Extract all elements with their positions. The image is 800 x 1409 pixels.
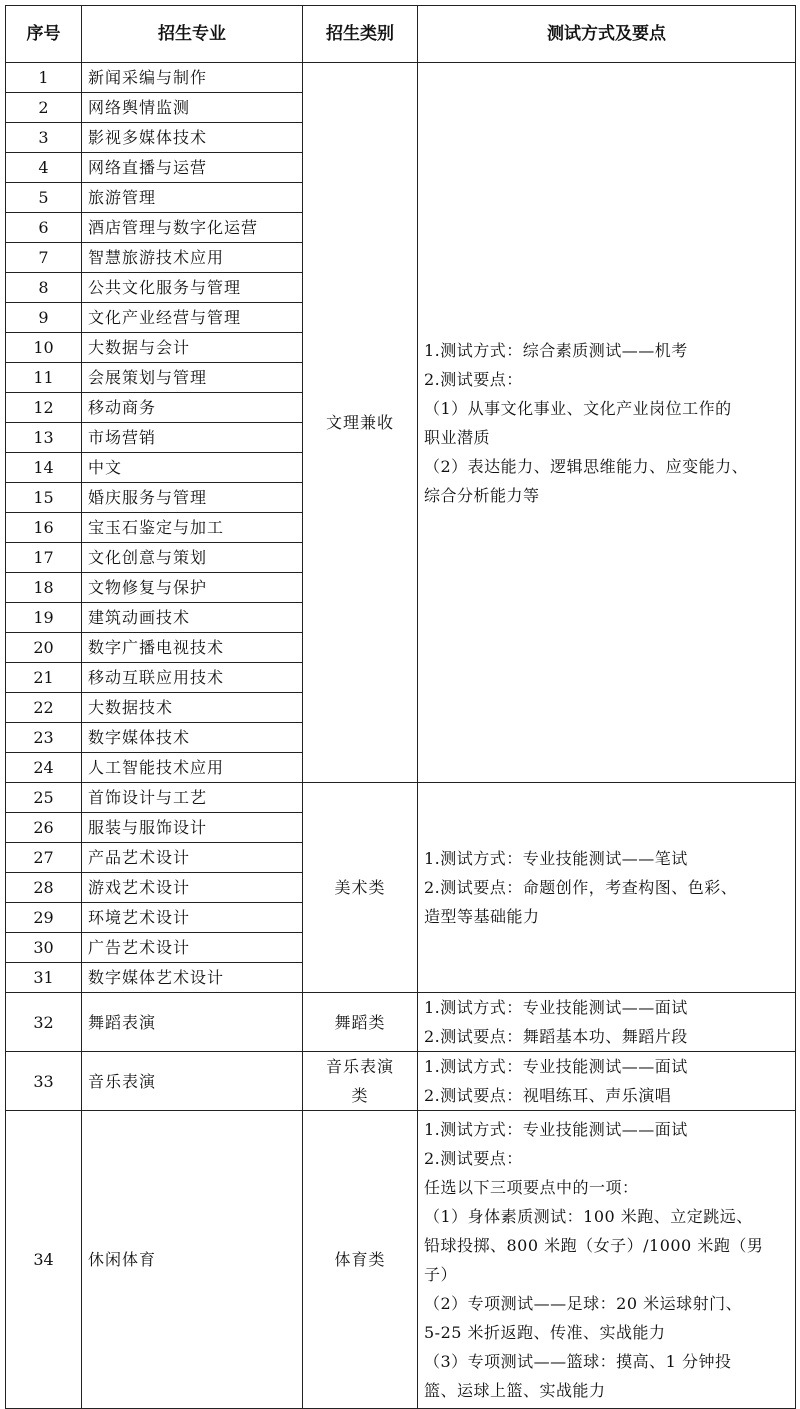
method-line: 任选以下三项要点中的一项： xyxy=(424,1177,639,1197)
table-row xyxy=(6,63,796,93)
major-name: 首饰设计与工艺 xyxy=(82,783,303,813)
method-line: 综合分析能力等 xyxy=(424,485,540,505)
header-category: 招生类别 xyxy=(303,6,418,63)
major-name: 产品艺术设计 xyxy=(82,843,303,873)
major-name: 游戏艺术设计 xyxy=(82,873,303,903)
table-row xyxy=(6,1052,796,1111)
major-name: 文化创意与策划 xyxy=(82,543,303,573)
row-number: 18 xyxy=(6,573,82,603)
major-name: 中文 xyxy=(82,453,303,483)
method-line: （1）从事文化事业、文化产业岗位工作的 xyxy=(424,398,732,418)
row-number: 27 xyxy=(6,843,82,873)
method-line: 铅球投掷、800 米跑（女子）/1000 米跑（男 xyxy=(424,1235,764,1255)
major-name: 旅游管理 xyxy=(82,183,303,213)
major-name: 服装与服饰设计 xyxy=(82,813,303,843)
table-row xyxy=(6,783,796,813)
major-name: 公共文化服务与管理 xyxy=(82,273,303,303)
row-number: 22 xyxy=(6,693,82,723)
header-method: 测试方式及要点 xyxy=(418,6,796,63)
major-name: 移动商务 xyxy=(82,393,303,423)
major-name: 影视多媒体技术 xyxy=(82,123,303,153)
category-cell: 体育类 xyxy=(303,1111,418,1409)
row-number: 25 xyxy=(6,783,82,813)
row-number: 14 xyxy=(6,453,82,483)
major-name: 大数据技术 xyxy=(82,693,303,723)
major-name: 市场营销 xyxy=(82,423,303,453)
row-number: 15 xyxy=(6,483,82,513)
row-number: 30 xyxy=(6,933,82,963)
method-line: 1.测试方式：专业技能测试——面试 xyxy=(424,1057,688,1076)
major-name: 数字媒体艺术设计 xyxy=(82,963,303,993)
row-number: 10 xyxy=(6,333,82,363)
method-line: 2.测试要点：命题创作，考查构图、色彩、 xyxy=(424,878,738,897)
major-name: 新闻采编与制作 xyxy=(82,63,303,93)
major-name: 舞蹈表演 xyxy=(82,993,303,1052)
major-name: 广告艺术设计 xyxy=(82,933,303,963)
method-line: 1.测试方式：专业技能测试——笔试 xyxy=(424,849,688,868)
category-cell: 舞蹈类 xyxy=(303,993,418,1052)
method-line: 2.测试要点：舞蹈基本功、舞蹈片段 xyxy=(424,1027,688,1046)
method-line: 2.测试要点：视唱练耳、声乐演唱 xyxy=(424,1086,672,1105)
row-number: 28 xyxy=(6,873,82,903)
header-no: 序号 xyxy=(6,6,82,63)
major-name: 音乐表演 xyxy=(82,1052,303,1111)
method-line: 造型等基础能力 xyxy=(424,907,540,926)
row-number: 34 xyxy=(6,1111,82,1409)
row-number: 9 xyxy=(6,303,82,333)
row-number: 7 xyxy=(6,243,82,273)
major-name: 人工智能技术应用 xyxy=(82,753,303,783)
method-cell xyxy=(418,1111,796,1409)
method-line: 职业潜质 xyxy=(424,427,491,447)
method-line: （3）专项测试——篮球：摸高、1 分钟投 xyxy=(424,1351,732,1371)
row-number: 5 xyxy=(6,183,82,213)
category-cell: 美术类 xyxy=(303,783,418,993)
row-number: 3 xyxy=(6,123,82,153)
major-name: 数字广播电视技术 xyxy=(82,633,303,663)
method-line: （2）表达能力、逻辑思维能力、应变能力、 xyxy=(424,456,749,476)
major-name: 文化产业经营与管理 xyxy=(82,303,303,333)
method-line: 子） xyxy=(424,1264,458,1284)
method-line: 1.测试方式：专业技能测试——面试 xyxy=(424,998,688,1017)
method-line: （1）身体素质测试：100 米跑、立定跳远、 xyxy=(424,1206,753,1226)
category-cell: 文理兼收 xyxy=(303,63,418,783)
row-number: 17 xyxy=(6,543,82,573)
header-row xyxy=(6,6,796,63)
major-name: 休闲体育 xyxy=(82,1111,303,1409)
row-number: 26 xyxy=(6,813,82,843)
row-number: 29 xyxy=(6,903,82,933)
row-number: 33 xyxy=(6,1052,82,1111)
major-name: 建筑动画技术 xyxy=(82,603,303,633)
major-name: 酒店管理与数字化运营 xyxy=(82,213,303,243)
major-name: 大数据与会计 xyxy=(82,333,303,363)
row-number: 24 xyxy=(6,753,82,783)
method-cell xyxy=(418,783,796,993)
row-number: 32 xyxy=(6,993,82,1052)
row-number: 23 xyxy=(6,723,82,753)
major-name: 数字媒体技术 xyxy=(82,723,303,753)
category-cell xyxy=(303,1052,418,1111)
method-cell xyxy=(418,1052,796,1111)
method-line: 篮、运球上篮、实战能力 xyxy=(424,1380,606,1400)
row-number: 31 xyxy=(6,963,82,993)
row-number: 4 xyxy=(6,153,82,183)
row-number: 21 xyxy=(6,663,82,693)
method-line: 5-25 米折返跑、传准、实战能力 xyxy=(424,1322,666,1342)
table-body xyxy=(6,63,796,1409)
major-name: 宝玉石鉴定与加工 xyxy=(82,513,303,543)
table-row xyxy=(6,1111,796,1409)
admissions-table xyxy=(5,5,796,1409)
method-line: （2）专项测试——足球：20 米运球射门、 xyxy=(424,1293,743,1313)
row-number: 20 xyxy=(6,633,82,663)
method-line: 2.测试要点： xyxy=(424,1148,523,1168)
method-line: 1.测试方式：专业技能测试——面试 xyxy=(424,1119,688,1139)
major-name: 文物修复与保护 xyxy=(82,573,303,603)
method-line: 2.测试要点： xyxy=(424,369,523,389)
row-number: 11 xyxy=(6,363,82,393)
method-line: 1.测试方式：综合素质测试——机考 xyxy=(424,340,688,360)
row-number: 2 xyxy=(6,93,82,123)
row-number: 12 xyxy=(6,393,82,423)
major-name: 婚庆服务与管理 xyxy=(82,483,303,513)
row-number: 19 xyxy=(6,603,82,633)
table-row xyxy=(6,993,796,1052)
row-number: 8 xyxy=(6,273,82,303)
row-number: 16 xyxy=(6,513,82,543)
method-cell xyxy=(418,63,796,783)
header-major: 招生专业 xyxy=(82,6,303,63)
method-cell xyxy=(418,993,796,1052)
major-name: 网络舆情监测 xyxy=(82,93,303,123)
row-number: 1 xyxy=(6,63,82,93)
major-name: 智慧旅游技术应用 xyxy=(82,243,303,273)
category-line: 类 xyxy=(351,1086,369,1105)
category-line: 音乐表演 xyxy=(325,1057,394,1076)
major-name: 会展策划与管理 xyxy=(82,363,303,393)
row-number: 6 xyxy=(6,213,82,243)
major-name: 网络直播与运营 xyxy=(82,153,303,183)
row-number: 13 xyxy=(6,423,82,453)
major-name: 环境艺术设计 xyxy=(82,903,303,933)
major-name: 移动互联应用技术 xyxy=(82,663,303,693)
